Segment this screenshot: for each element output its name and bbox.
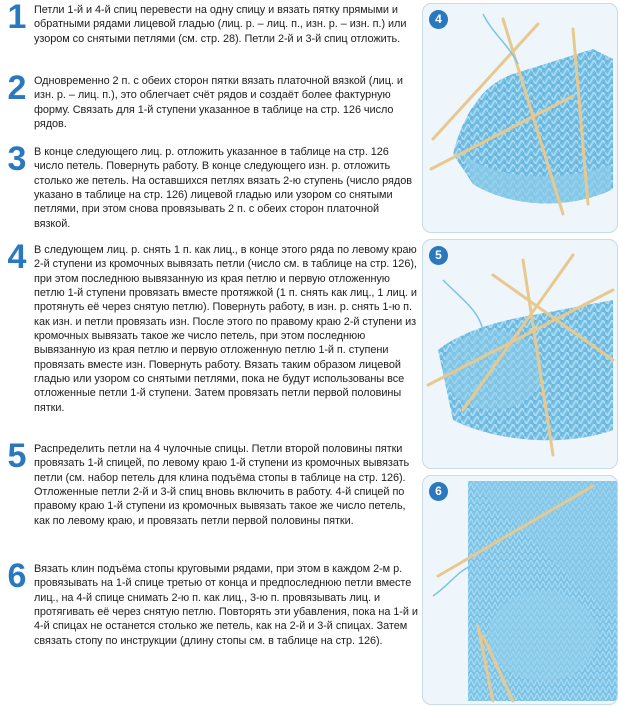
step-number: 3 bbox=[7, 140, 27, 178]
photo-step-6 bbox=[422, 475, 618, 705]
step-text: Вязать клин подъёма стопы круговыми рядами, при этом в каждом 2-м р. провязывать на 1-й спице третью от конца и предпоследнюю петли вместе лиц., на 4-й спице снимать 2-ю п. как лиц., 3-ю п. провязывать лиц. и протягивать её через снятую петлю. Повторять эти убавления, пока на 1-й и 4-й спицах не останется столько же петель, как на 2-й и 3-й спицах. Затем связать стопу по инструкции (длину стопы см. в таблице на стр. 126). bbox=[34, 563, 418, 647]
photo-step-5 bbox=[422, 239, 618, 469]
step-number: 6 bbox=[7, 557, 27, 595]
photo-number-badge: 6 bbox=[429, 482, 448, 501]
knitting-foot-photo-6 bbox=[423, 476, 617, 704]
photo-number-badge: 5 bbox=[429, 246, 448, 265]
step-text: Петли 1-й и 4-й спиц перевести на одну спицу и вязать пятку прямыми и обратными рядами лицевой гладью (лиц. р. – лиц. п., изн. р. – изн. п.) или узором со снятыми петлями (см. стр. 28). Петли 2-й и 3-й спиц отложить. bbox=[34, 4, 407, 45]
step-number: 2 bbox=[7, 69, 27, 107]
step-number: 4 bbox=[7, 238, 27, 276]
knitting-heel-photo-4 bbox=[423, 4, 617, 232]
knitting-heel-photo-5 bbox=[423, 240, 617, 468]
step-text: В следующем лиц. р. снять 1 п. как лиц., в конце этого ряда по левому краю 2-й ступени из кромочных вывязать петли (число см. в таблице на стр. 126), при этом последнюю вывязанную из края петлю и первую отложенную петлю 1-й ступени провязать вместе протяжкой (1 п. снять как лиц., 1 лиц. и протянуть её через снятую петлю). Повернуть работу, в изн. р. снять 1-ю п. как изн. и петли провязать изн. После этого по правому краю 2-й ступени из кромочных вывязать такое же число петель, при этом последнюю вывязанную из края петлю и первую отложенную петлю 1-й п. ступени провязать вместе изн. Повернуть работу. Вязать таким образом лицевой гладью или узором со снятыми петлями, пока не будут использованы все отложенные петли 1-й ступени. Затем провязать петли первой половины пятки. bbox=[34, 244, 417, 414]
step-number: 1 bbox=[7, 0, 27, 36]
step-text: Одновременно 2 п. с обеих сторон пятки вязать платочной вязкой (лиц. и изн. р. – лиц. п.), это облегчает счёт рядов и создаёт более фактурную форму. Связать для 1-й ступени указанное в таблице на стр. 126 число рядов. bbox=[34, 75, 403, 131]
photo-step-4 bbox=[422, 3, 618, 233]
photo-number-badge: 4 bbox=[429, 10, 448, 29]
step-text: В конце следующего лиц. р. отложить указанное в таблице на стр. 126 число петель. Повернуть работу. В конце следующего изн. р. отложить столько же петель. На оставшихся петлях вязать 2-ю ступень (число рядов указано в таблице на стр. 126) лицевой гладью или узором со снятыми петлями, при этом снова провязывать 2 п. с обеих сторон платочной вязкой. bbox=[34, 146, 412, 230]
step-text: Распределить петли на 4 чулочные спицы. Петли второй половины пятки провязать 1-й спицей, по левому краю 1-й ступени из кромочных вывязать петли (см. набор петель для клина подъёма стопы в таблице на стр. 126). Отложенные петли 2-й и 3-й спиц вновь включить в работу. 4-й спицей по правому краю 1-й ступени из кромочных вывязать такое же число петель, как по левому краю, и провязать петли первой половины пятки. bbox=[34, 443, 410, 527]
step-number: 5 bbox=[7, 437, 27, 475]
